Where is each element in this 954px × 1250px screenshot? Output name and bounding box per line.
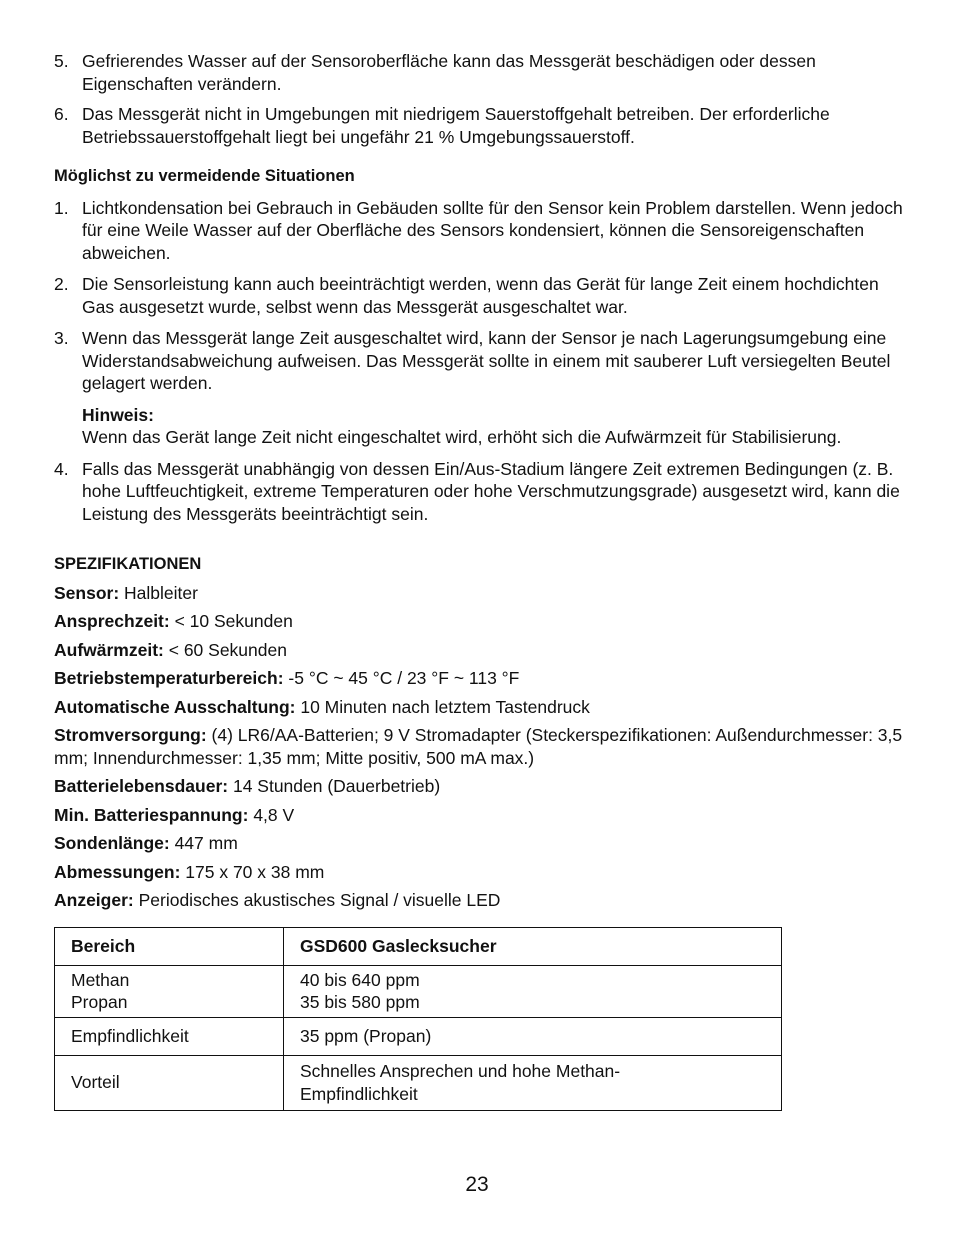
table-cell: Schnelles Ansprechen und hohe Methan- Empfindlichkeit — [284, 1055, 782, 1110]
spec-label: Sondenlänge: — [54, 833, 170, 853]
note — [54, 404, 904, 449]
spec-label: Stromversorgung: — [54, 725, 207, 745]
table-row — [55, 1017, 782, 1055]
spec-line — [54, 582, 904, 605]
table-row — [55, 1055, 782, 1110]
spec-value: 175 x 70 x 38 mm — [180, 861, 325, 882]
spec-line — [54, 610, 904, 633]
spec-label: Automatische Ausschaltung: — [54, 696, 296, 717]
list-number: 1. — [54, 197, 69, 218]
table-cell: 40 bis 640 ppm 35 bis 580 ppm — [284, 965, 782, 1017]
page-number: 23 — [465, 1173, 489, 1196]
spec-label: Abmessungen: — [54, 861, 181, 882]
list-item — [54, 50, 904, 95]
list-item — [54, 197, 904, 265]
spec-value: Halbleiter — [119, 582, 198, 603]
list-text: Gefrierendes Wasser auf der Sensoroberfläche kann das Messgerät beschädigen oder dessen Eigenschaften verändern. — [82, 51, 816, 94]
spec-line — [54, 696, 904, 719]
spec-value: Periodisches akustisches Signal / visuelle LED — [133, 890, 501, 910]
table-header-cell: GSD600 Gaslecksucher — [284, 927, 782, 965]
spec-value: -5 °C ~ 45 °C / 23 °F ~ 113 °F — [283, 668, 520, 688]
section-title-specs: SPEZIFIKATIONEN — [54, 555, 202, 573]
table-cell: Vorteil — [55, 1055, 284, 1110]
list-item — [54, 458, 904, 526]
spec-value: 4,8 V — [248, 804, 295, 825]
list-number: 4. — [54, 458, 69, 479]
table-cell: Empfindlichkeit — [55, 1017, 284, 1055]
table-cell: Methan Propan — [55, 965, 284, 1017]
list-number: 6. — [54, 104, 69, 124]
list-text: Die Sensorleistung kann auch beeinträchtigt werden, wenn das Gerät für lange Zeit einem hochdichten Gas ausgesetzt wurde, selbst wenn das Messgerät ausgeschaltet war. — [82, 274, 879, 317]
list-text: Das Messgerät nicht in Umgebungen mit niedrigem Sauerstoffgehalt betreiben. Der erforderliche Betriebssauerstoffgehalt liegt bei ungefähr 21 % Umgebungssauerstoff. — [82, 104, 830, 147]
list-text: Wenn das Messgerät lange Zeit ausgeschaltet wird, kann der Sensor je nach Lagerungsumgebung eine Widerstandsabweichung aufweisen. Das Messgerät sollte in einem mit sauberer Luft versiegelten Beutel gelagert werden. — [82, 328, 891, 393]
spec-line — [54, 639, 904, 662]
spec-value: 10 Minuten nach letztem Tastendruck — [295, 696, 590, 717]
spec-label: Anzeiger: — [54, 890, 134, 910]
spec-value: 14 Stunden (Dauerbetrieb) — [228, 776, 441, 796]
list-text: Falls das Messgerät unabhängig von dessen Ein/Aus-Stadium längere Zeit extremen Bedingungen (z. B. hohe Luftfeuchtigkeit, extreme Temperaturen oder hohe Verschmutzungsgrade) ausgesetzt wird, kann die Leistung des Messgeräts beeinträchtigt sein. — [82, 458, 900, 524]
note-label: Hinweis: — [82, 404, 154, 425]
spec-label: Aufwärmzeit: — [54, 639, 164, 660]
spec-label: Ansprechzeit: — [54, 611, 170, 631]
table-header-row — [55, 927, 782, 965]
spec-value: (4) LR6/AA-Batterien; 9 V Stromadapter (Steckerspezifikationen: Außendurchmesser: 3,5 mm; Innendurchmesser: 1,35 mm; Mitte positiv, 500 mA max.) — [54, 725, 903, 768]
table-row — [55, 965, 782, 1017]
spec-line — [54, 832, 904, 855]
list-item — [54, 273, 904, 318]
spec-line — [54, 889, 904, 912]
spec-line — [54, 804, 904, 827]
document-page — [54, 50, 904, 1111]
table-cell: 35 ppm (Propan) — [284, 1017, 782, 1055]
list-number: 3. — [54, 328, 69, 348]
spec-label: Batterielebensdauer: — [54, 776, 229, 796]
list-item — [54, 103, 904, 148]
spec-label: Sensor: — [54, 582, 120, 603]
list-text: Lichtkondensation bei Gebrauch in Gebäuden sollte für den Sensor kein Problem darstellen. Wenn jedoch für eine Weile Wasser auf der Oberfläche des Sensors kondensiert, können die Sensoreigenschaften abweichen. — [82, 197, 903, 263]
list-number: 5. — [54, 51, 69, 71]
spec-list — [54, 582, 904, 912]
spec-line — [54, 724, 904, 769]
list-item — [54, 327, 904, 395]
spec-value: < 10 Sekunden — [169, 611, 293, 631]
spec-line — [54, 775, 904, 798]
spec-value: 447 mm — [169, 833, 238, 853]
spec-value: < 60 Sekunden — [163, 639, 287, 660]
spec-line — [54, 861, 904, 884]
note-text: Wenn das Gerät lange Zeit nicht eingeschaltet wird, erhöht sich die Aufwärmzeit für Stabilisierung. — [82, 427, 842, 447]
spec-line — [54, 667, 904, 690]
table-header-cell: Bereich — [55, 927, 284, 965]
section-title-avoid: Möglichst zu vermeidende Situationen — [54, 167, 355, 185]
spec-label: Betriebstemperaturbereich: — [54, 668, 284, 688]
spec-label: Min. Batteriespannung: — [54, 804, 249, 825]
spec-table — [54, 927, 782, 1111]
list-number: 2. — [54, 274, 69, 294]
